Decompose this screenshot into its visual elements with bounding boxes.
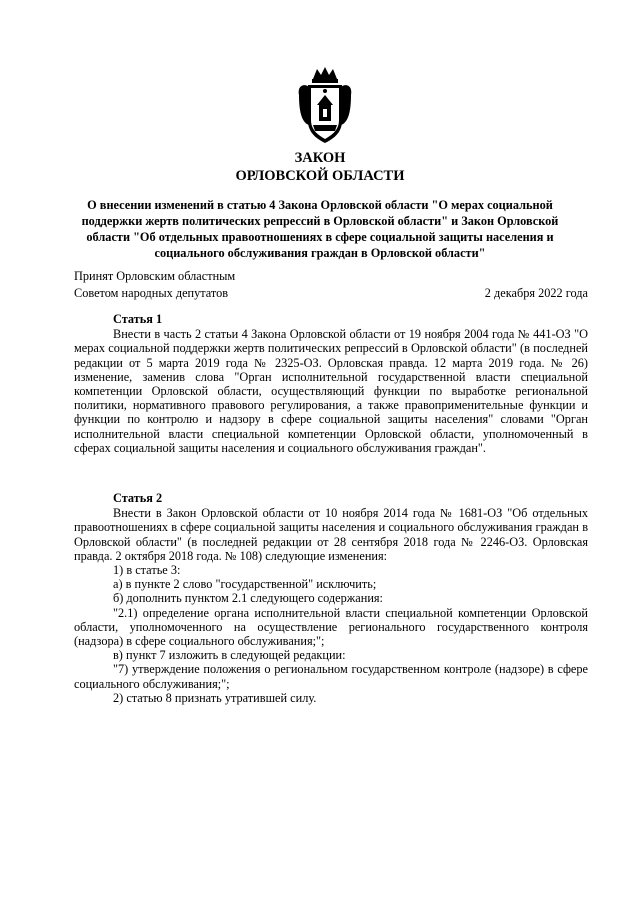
adoption-date: 2 декабря 2022 года <box>484 286 588 300</box>
article-2-item-1: 1) в статье 3: <box>113 563 181 578</box>
article-2-quote-2-1: "2.1) определение органа исполнительной власти специальной компетенции Орловской области, уполномоченного на осуществление регионального государственного контроля (надзора) в сфере социального обслуживания;"; <box>74 605 588 649</box>
adoption-info <box>74 268 374 302</box>
article-1-text: Внести в часть 2 статьи 4 Закона Орловской области от 19 ноября 2004 года № 441-ОЗ "О мерах социальной поддержки жертв политических репрессий в Орловской области" (в последней редакции от 5 марта 2019 года № 2325-ОЗ. Орловская правда. 12 марта 2019 года. № 26) изменение, заменив слова "Орган исполнительной государственной власти специальной компетенции Орловской области, осуществляющий функции по выработке региональной политики, нормативного правового регулирования, а также правоприменительные функции и функции по контролю и надзору в сфере социальной защиты населения" словами "Орган исполнительной власти специальной компетенции Орловской области, уполномоченный в сферах социальной защиты населения и социального обслуживания граждан". <box>74 327 588 455</box>
article-2 <box>74 491 588 705</box>
adoption-line-2: Советом народных депутатов <box>74 286 229 300</box>
article-2-item-1c: в) пункт 7 изложить в следующей редакции: <box>113 648 346 663</box>
article-2-heading: Статья 2 <box>113 491 163 505</box>
adoption-line-1: Принят Орловским областным <box>74 269 236 283</box>
article-2-item-1b: б) дополнить пунктом 2.1 следующего содержания: <box>113 591 383 606</box>
document-title: ЗАКОН <box>294 150 346 166</box>
document-title-region: ОРЛОВСКОЙ ОБЛАСТИ <box>235 168 405 184</box>
law-subject: О внесении изменений в статью 4 Закона Орловской области "О мерах социальной поддержки жертв политических репрессий в Орловской области" и Закон Орловской области "Об отдельных правоотношениях в сфере социальной защиты населения и социального обслуживания граждан в Орловской области" <box>81 198 559 260</box>
article-1-heading: Статья 1 <box>113 312 163 326</box>
article-2-item-1a: а) в пункте 2 слово "государственной" исключить; <box>113 577 377 592</box>
article-2-quote-7: "7) утверждение положения о региональном государственном контроле (надзоре) в сфере социального обслуживания;"; <box>74 662 588 691</box>
article-2-item-2: 2) статью 8 признать утратившей силу. <box>113 690 317 705</box>
article-1 <box>74 312 588 455</box>
coat-of-arms-emblem <box>295 65 355 147</box>
article-2-intro: Внести в Закон Орловской области от 10 ноября 2014 года № 1681-ОЗ "Об отдельных правоотношениях в сфере социальной защиты населения и социального обслуживания граждан в Орловской области" (в последней редакции от 28 сентября 2018 года № 2246-ОЗ. Орловская правда. 2 октября 2018 года. № 108) следующие изменения: <box>74 506 588 563</box>
